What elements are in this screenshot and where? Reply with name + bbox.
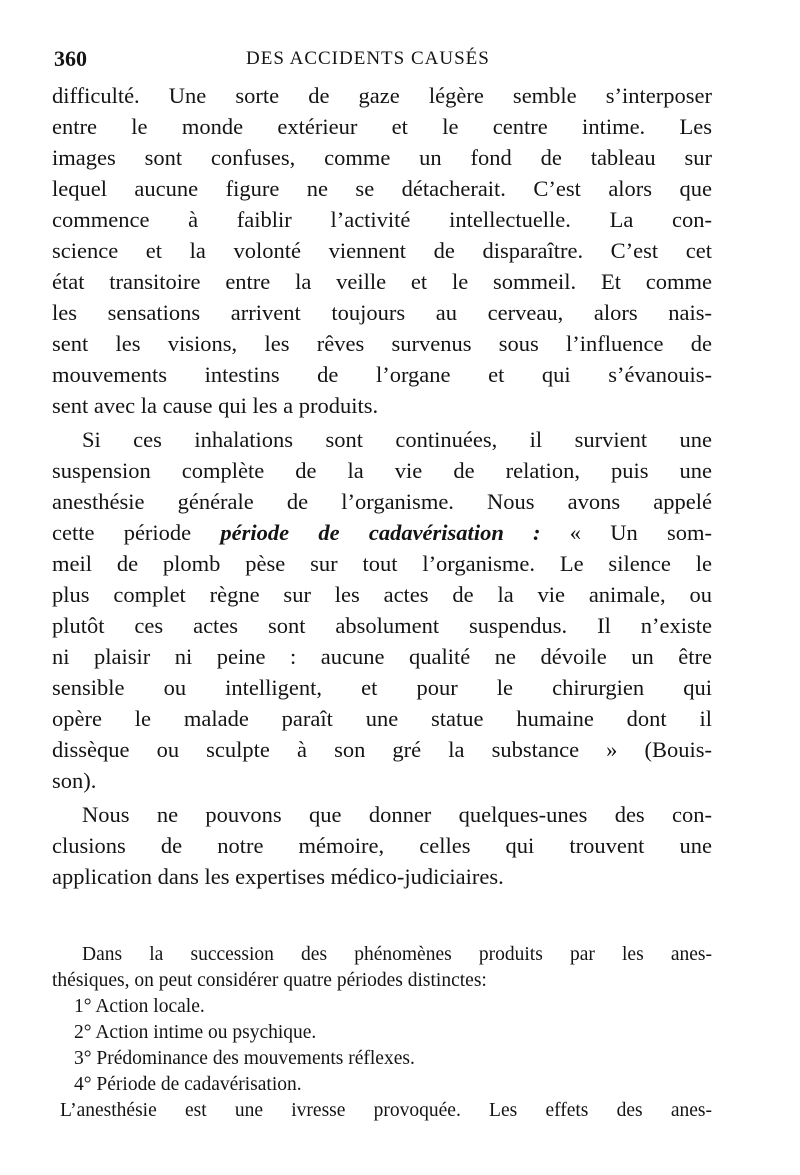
text-line: difficulté. Une sorte de gaze légère semble s’interposer (52, 83, 712, 108)
list-item: 2° Action intime ou psychique. (74, 1022, 317, 1043)
text-line: anesthésie générale de l’organisme. Nous avons appelé (52, 489, 712, 514)
text-line: son). (52, 768, 97, 793)
text-line: Nous ne pouvons que donner quelques-unes des con- (82, 802, 712, 827)
text-line: meil de plomb pèse sur tout l’organisme. Le silence le (52, 551, 712, 576)
text-line (52, 517, 712, 548)
text-line: L’anesthésie est une ivresse provoquée. Les effets des anes- (60, 1100, 712, 1121)
list-item: 1° Action locale. (74, 996, 205, 1017)
page-number: 360 (54, 46, 87, 71)
text-line: science et la volonté viennent de disparaître. C’est cet (52, 238, 712, 263)
body-text (52, 80, 712, 892)
italic-term: période de cadavérisation : (220, 520, 541, 545)
text-line: lequel aucune figure ne se détacherait. C’est alors que (52, 176, 712, 201)
text-line: mouvements intestins de l’organe et qui s’évanouis- (52, 362, 712, 387)
text-line: les sensations arrivent toujours au cerveau, alors nais- (52, 300, 712, 325)
text-line: entre le monde extérieur et le centre intime. Les (52, 114, 712, 139)
text-line: suspension complète de la vie de relation, puis une (52, 458, 712, 483)
paragraph-1 (52, 80, 712, 421)
text-segment: cette période (52, 520, 221, 545)
text-line: clusions de notre mémoire, celles qui trouvent une (52, 833, 712, 858)
text-segment: « Un som- (540, 520, 713, 545)
list-item: 4° Période de cadavérisation. (74, 1074, 302, 1095)
conclusions-section (52, 942, 712, 1124)
text-line: dissèque ou sculpte à son gré la substance » (Bouis- (52, 737, 712, 762)
text-line: commence à faiblir l’activité intellectuelle. La con- (52, 207, 712, 232)
text-line: images sont confuses, comme un fond de tableau sur (52, 145, 712, 170)
running-head: DES ACCIDENTS CAUSÉS (246, 48, 490, 69)
text-line: Dans la succession des phénomènes produits par les anes- (82, 944, 712, 965)
text-line: sensible ou intelligent, et pour le chirurgien qui (52, 675, 712, 700)
page-header (50, 46, 730, 76)
text-line: état transitoire entre la veille et le sommeil. Et comme (52, 269, 712, 294)
text-line: application dans les expertises médico-judiciaires. (52, 864, 504, 889)
text-line: sent les visions, les rêves survenus sous l’influence de (52, 331, 712, 356)
text-line: ni plaisir ni peine : aucune qualité ne dévoile un être (52, 644, 712, 669)
text-line: opère le malade paraît une statue humaine dont il (52, 706, 712, 731)
text-line: thésiques, on peut considérer quatre périodes distinctes: (52, 970, 487, 991)
text-line: plus complet règne sur les actes de la vie animale, ou (52, 582, 712, 607)
text-line: plutôt ces actes sont absolument suspendus. Il n’existe (52, 613, 712, 638)
text-line: Si ces inhalations sont continuées, il survient une (82, 427, 712, 452)
paragraph-3 (52, 799, 712, 892)
list-item: 3° Prédominance des mouvements réflexes. (74, 1048, 415, 1069)
paragraph-2 (52, 424, 712, 796)
text-line: sent avec la cause qui les a produits. (52, 393, 379, 418)
